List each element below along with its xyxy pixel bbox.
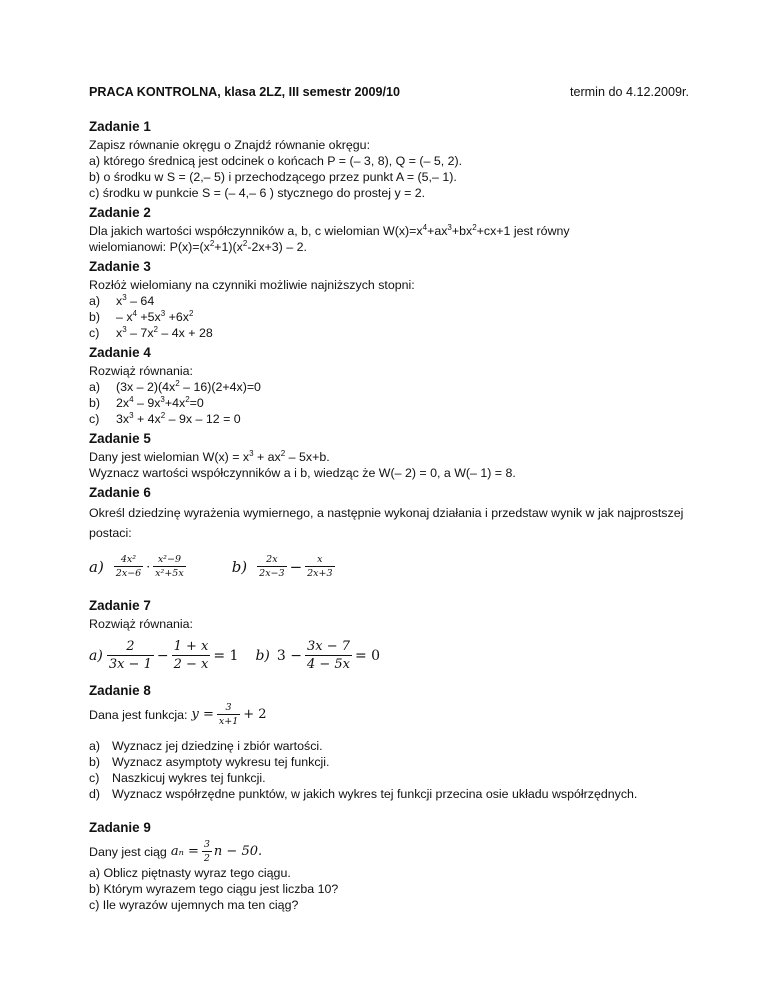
- exponent: 4: [132, 308, 137, 318]
- task-2-text: wielomianowi: P(x)=(x: [89, 240, 210, 254]
- task-9-c: c) Ile wyrazów ujemnych ma ten ciąg?: [89, 898, 299, 912]
- task-6-expressions: [89, 553, 689, 580]
- expr: 3x: [116, 412, 130, 426]
- item-label: d): [89, 787, 101, 801]
- task-5-text: Dany jest wielomian W(x) = x: [89, 450, 250, 464]
- fraction-numerator: 3: [225, 702, 232, 713]
- expr: – x: [116, 310, 133, 324]
- task-2: [89, 204, 689, 255]
- task-8-a: [89, 738, 689, 754]
- task-2-text: -2x+3) – 2.: [247, 240, 307, 254]
- task-2-text: +ax: [427, 224, 448, 238]
- task-2-title: Zadanie 2: [89, 205, 151, 220]
- task-3-intro: Rozłóż wielomiany na czynniki możliwie najniższych stopni:: [89, 278, 415, 292]
- fraction: [114, 553, 143, 580]
- exponent: 2: [175, 378, 180, 388]
- fraction-denominator: 2x−6: [115, 568, 142, 579]
- task-9-sequence: [89, 838, 689, 865]
- task-5-line-2: Wyznacz wartości współczynników a i b, wiedząc że W(– 2) = 0, a W(– 1) = 8.: [89, 466, 516, 480]
- task-8-b: [89, 754, 689, 770]
- task-4: [89, 344, 689, 427]
- item-label: a): [89, 739, 101, 753]
- exponent: 3: [160, 308, 166, 318]
- task-1-b: b) o środku w S = (2,– 5) i przechodzącego przez punkt A = (5,– 1).: [89, 170, 457, 184]
- exponent: 3: [129, 410, 134, 420]
- exponent: 3: [122, 292, 127, 302]
- fraction-denominator: 2x+3: [307, 568, 333, 579]
- operator: −: [156, 647, 169, 664]
- task-8-intro: Dana jest funkcja:: [89, 707, 188, 722]
- expr: – 16)(2+4x)=0: [179, 380, 261, 394]
- expr: – 9x: [133, 396, 161, 410]
- fraction-numerator: 1 + x: [173, 639, 209, 654]
- fraction-numerator: 3: [203, 839, 210, 850]
- task-7-intro: Rozwiąż równania:: [89, 617, 193, 631]
- task-3-c: [89, 325, 689, 341]
- exponent: 4: [129, 394, 134, 404]
- fraction: [305, 553, 334, 580]
- task-1-title: Zadanie 1: [89, 119, 151, 134]
- sequence-lhs: aₙ =: [170, 843, 199, 859]
- item-label: a): [89, 294, 101, 308]
- fraction: [202, 838, 212, 865]
- task-2-text: +1)(x: [214, 240, 243, 254]
- fraction-numerator: 2: [126, 639, 135, 654]
- fraction-denominator: x²+5x: [155, 568, 184, 579]
- task-9-intro: Dany jest ciąg: [89, 844, 167, 859]
- fraction-numerator: x²−9: [157, 554, 181, 565]
- task-1-intro: Zapisz równanie okręgu o Znajdź równanie okręgu:: [89, 138, 371, 152]
- item-label: a): [89, 380, 101, 394]
- exponent: 2: [160, 410, 166, 420]
- expr: +5x: [136, 310, 161, 324]
- task-9-b: b) Którym wyrazem tego ciągu jest liczba 10?: [89, 882, 339, 896]
- expr: (3x – 2)(4x: [116, 380, 176, 394]
- exponent: 2: [185, 394, 190, 404]
- expr-label-b: b): [231, 557, 248, 576]
- equation-rhs: = 1: [213, 647, 239, 664]
- item-text: Wyznacz współrzędne punktów, w jakich wykres tej funkcji przecina osie układu współrzędnych.: [112, 787, 638, 801]
- fraction-numerator: 3x − 7: [306, 639, 350, 654]
- item-label: b): [89, 310, 101, 324]
- fraction: [172, 638, 211, 673]
- task-3-a: [89, 293, 689, 309]
- exponent: 2: [188, 308, 194, 318]
- fraction-numerator: 2x: [266, 554, 278, 565]
- fraction-denominator: x+1: [218, 716, 239, 727]
- expr-label-b: b): [255, 647, 270, 664]
- task-2-text: +bx: [451, 224, 473, 238]
- task-1-a: a) którego średnicą jest odcinek o końcach P = (– 3, 8), Q = (– 5, 2).: [89, 154, 463, 168]
- task-6: [89, 484, 689, 580]
- operator: −: [289, 557, 303, 576]
- fraction-denominator: 2x−3: [259, 568, 285, 579]
- task-6-title: Zadanie 6: [89, 485, 151, 500]
- task-1: [89, 118, 689, 201]
- task-5-title: Zadanie 5: [89, 431, 151, 446]
- task-4-b: [89, 395, 689, 411]
- exponent: 3: [447, 222, 452, 232]
- task-2-text: +cx+1 jest równy: [476, 224, 570, 238]
- item-text: Wyznacz jej dziedzinę i zbiór wartości.: [112, 739, 323, 753]
- task-4-a: [89, 379, 689, 395]
- expr: – 4x + 28: [157, 326, 213, 340]
- task-5-text: – 5x+b.: [285, 450, 330, 464]
- task-5-text: + ax: [253, 450, 281, 464]
- task-3-b: [89, 309, 689, 325]
- task-8-function: [89, 701, 689, 728]
- item-label: b): [89, 755, 101, 769]
- document-page: [89, 84, 689, 913]
- task-5: [89, 430, 689, 481]
- expr: – 64: [126, 294, 155, 308]
- item-label: c): [89, 326, 100, 340]
- fraction: [153, 553, 186, 580]
- exponent: 2: [153, 324, 158, 334]
- exponent: 4: [422, 222, 428, 232]
- equation-lhs: 3 −: [276, 647, 302, 664]
- task-9: [89, 819, 689, 913]
- task-7-title: Zadanie 7: [89, 598, 151, 613]
- fraction-numerator: 4x²: [120, 554, 137, 565]
- exponent: 2: [242, 238, 248, 248]
- task-8-d: [89, 786, 689, 802]
- expr: – 7x: [126, 326, 154, 340]
- expr: 2x: [116, 396, 130, 410]
- fraction-denominator: 4 − 5x: [306, 657, 350, 672]
- task-2-line-1: [89, 223, 689, 239]
- task-2-line-2: [89, 239, 689, 255]
- exponent: 2: [472, 222, 477, 232]
- task-9-title: Zadanie 9: [89, 820, 151, 835]
- deadline: termin do 4.12.2009r.: [569, 85, 689, 99]
- task-1-c: c) środku w punkcie S = (– 4,– 6 ) stycznego do prostej y = 2.: [89, 186, 426, 200]
- item-text: Naszkicuj wykres tej funkcji.: [112, 771, 266, 785]
- task-8-title: Zadanie 8: [89, 683, 151, 698]
- expr-label-a: a): [89, 557, 104, 576]
- fraction: [305, 638, 352, 673]
- exponent: 3: [249, 448, 254, 458]
- expr: – 9x – 12 = 0: [165, 412, 241, 426]
- item-label: c): [89, 771, 100, 785]
- operator: ·: [146, 558, 151, 574]
- document-title: PRACA KONTROLNA, klasa 2LZ, III semestr 2009/10: [89, 85, 400, 99]
- fraction-denominator: 2: [203, 853, 210, 864]
- expr-label-a: a): [89, 647, 103, 664]
- expr: x: [116, 294, 123, 308]
- expr: =0: [189, 396, 204, 410]
- expr: +6x: [165, 310, 189, 324]
- task-4-intro: Rozwiąż równania:: [89, 364, 193, 378]
- task-5-line-1: [89, 449, 689, 465]
- fraction-denominator: 3x − 1: [108, 657, 152, 672]
- equation-rhs: = 0: [355, 647, 381, 664]
- document-header: [89, 84, 689, 100]
- exponent: 2: [209, 238, 215, 248]
- fraction: [107, 638, 154, 673]
- task-3-title: Zadanie 3: [89, 259, 151, 274]
- task-8: [89, 682, 689, 802]
- expr: + 4x: [133, 412, 161, 426]
- function-rest: + 2: [243, 706, 267, 722]
- exponent: 3: [160, 394, 165, 404]
- task-7-equations: [89, 638, 689, 673]
- fraction: [257, 553, 286, 580]
- fraction-numerator: x: [317, 554, 323, 565]
- function-lhs: y =: [191, 706, 214, 722]
- exponent: 3: [122, 324, 127, 334]
- item-text: Wyznacz asymptoty wykresu tej funkcji.: [112, 755, 330, 769]
- task-3: [89, 258, 689, 341]
- fraction-denominator: 2 − x: [173, 657, 209, 672]
- item-label: b): [89, 396, 101, 410]
- task-4-title: Zadanie 4: [89, 345, 151, 360]
- task-7: [89, 597, 689, 673]
- task-6-text: Określ dziedzinę wyrażenia wymiernego, a następnie wykonaj działania i przedstaw wynik w jak najprostszej postaci:: [89, 506, 684, 540]
- sequence-rest: n − 50.: [213, 843, 263, 859]
- item-label: c): [89, 412, 100, 426]
- fraction: [217, 701, 240, 728]
- task-4-c: [89, 411, 689, 427]
- task-2-text: Dla jakich wartości współczynników a, b, c wielomian W(x)=x: [89, 224, 423, 238]
- expr: x: [116, 326, 123, 340]
- exponent: 2: [280, 448, 286, 458]
- task-9-a: a) Oblicz piętnasty wyraz tego ciągu.: [89, 866, 291, 880]
- task-8-c: [89, 770, 689, 786]
- expr: +4x: [164, 396, 186, 410]
